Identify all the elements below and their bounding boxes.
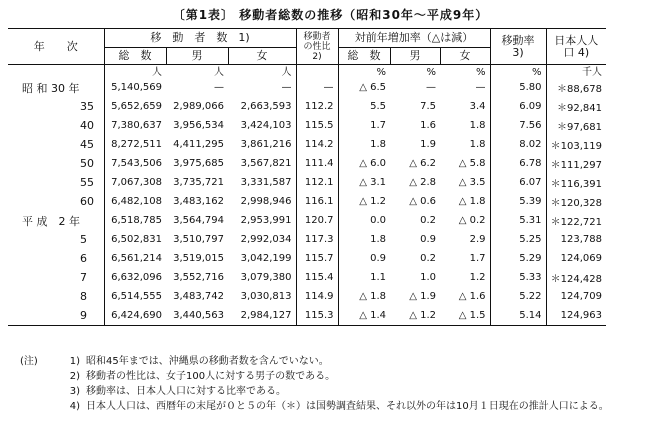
value-cell: 8,272,511 bbox=[104, 135, 166, 154]
header-change-total: 総 数 bbox=[338, 48, 390, 65]
table-row bbox=[8, 306, 606, 326]
year-cell: 8 bbox=[80, 290, 87, 303]
value-cell: 1.2 bbox=[469, 272, 486, 283]
value-cell: 5.31 bbox=[490, 211, 546, 230]
note-text: 移動者の性比は、女子100人に対する男子の数である。 bbox=[86, 371, 336, 382]
header-rate: 移動率 3) bbox=[490, 29, 546, 65]
value-cell: 1.1 bbox=[338, 268, 390, 287]
movers-table bbox=[8, 28, 606, 326]
value-cell: 3,510,797 bbox=[173, 234, 224, 245]
value-cell: △ 1.6 bbox=[458, 291, 486, 302]
value-cell: 3,483,742 bbox=[173, 291, 224, 302]
value-cell: ＊97,681 bbox=[546, 116, 606, 135]
header-movers-female: 女 bbox=[228, 48, 296, 65]
value-cell: 2.9 bbox=[469, 234, 486, 245]
value-cell: ＊88,678 bbox=[546, 78, 606, 97]
year-cell: 9 bbox=[8, 306, 104, 326]
value-cell: 8.02 bbox=[490, 135, 546, 154]
value-cell: 0.9 bbox=[420, 234, 436, 245]
value-cell: 6.07 bbox=[490, 173, 546, 192]
table-row bbox=[8, 268, 606, 287]
note-number: 3) bbox=[69, 386, 80, 397]
unit-cell: % bbox=[475, 67, 486, 78]
header-change-female: 女 bbox=[440, 48, 490, 65]
value-cell: △ 3.1 bbox=[338, 173, 390, 192]
value-cell: 3,331,587 bbox=[240, 177, 292, 188]
table-row bbox=[8, 116, 606, 135]
value-cell: 117.3 bbox=[296, 230, 338, 249]
value-cell: ＊116,391 bbox=[546, 173, 606, 192]
note-text: 日本人人口は、西暦年の末尾が０と５の年（＊）は国勢調査結果、それ以外の年は10月１日現在の推計人口による。 bbox=[86, 401, 609, 412]
header-population: 日本人人口 4) bbox=[546, 29, 606, 65]
year-cell: 55 bbox=[80, 176, 94, 189]
value-cell: 124,963 bbox=[546, 306, 606, 326]
unit-cell: 人 bbox=[281, 67, 292, 78]
note-line bbox=[20, 354, 609, 369]
header-sex-ratio: 移動者の性比 2) bbox=[296, 29, 338, 65]
value-cell: 6,482,108 bbox=[104, 192, 166, 211]
value-cell: 0.2 bbox=[420, 253, 436, 264]
value-cell: 7.56 bbox=[490, 116, 546, 135]
value-cell: 6,518,785 bbox=[104, 211, 166, 230]
note-label bbox=[20, 399, 58, 414]
value-cell: 7,543,506 bbox=[104, 154, 166, 173]
value-cell: ＊120,328 bbox=[546, 192, 606, 211]
value-cell: 6,502,831 bbox=[104, 230, 166, 249]
value-cell: 1.7 bbox=[338, 116, 390, 135]
value-cell: 3.4 bbox=[469, 101, 486, 112]
value-cell: △ 6.0 bbox=[338, 154, 390, 173]
value-cell: △ 1.2 bbox=[338, 192, 390, 211]
value-cell: 116.1 bbox=[296, 192, 338, 211]
value-cell: ＊122,721 bbox=[546, 211, 606, 230]
year-cell: 35 bbox=[80, 100, 94, 113]
value-cell: 3,424,103 bbox=[240, 120, 292, 131]
value-cell: 124,709 bbox=[546, 287, 606, 306]
unit-cell: 千人 bbox=[546, 65, 606, 79]
header-movers: 移 動 者 数 1) bbox=[104, 29, 296, 48]
value-cell: △ 1.5 bbox=[440, 306, 490, 326]
unit-cell: 人 bbox=[214, 67, 224, 78]
note-number: 1) bbox=[69, 356, 80, 367]
value-cell: 115.3 bbox=[296, 306, 338, 326]
year-cell: 5 bbox=[80, 233, 87, 246]
year-cell: 50 bbox=[80, 157, 94, 170]
value-cell: — bbox=[296, 78, 338, 97]
value-cell: 6,424,690 bbox=[104, 306, 166, 326]
value-cell: 2,953,991 bbox=[240, 215, 292, 226]
value-cell: △ 6.5 bbox=[338, 78, 390, 97]
note-text: 昭和45年までは、沖縄県の移動者数を含んでいない。 bbox=[86, 356, 329, 367]
value-cell: ＊103,119 bbox=[546, 135, 606, 154]
value-cell: 5.5 bbox=[338, 97, 390, 116]
header-change: 対前年増加率（△は減） bbox=[338, 29, 490, 48]
value-cell: 1.8 bbox=[469, 120, 486, 131]
value-cell: — bbox=[281, 82, 292, 93]
note-line bbox=[20, 384, 609, 399]
value-cell: 7,380,637 bbox=[104, 116, 166, 135]
note-label bbox=[20, 384, 58, 399]
note-label: (注) bbox=[20, 356, 38, 367]
value-cell: 5.14 bbox=[490, 306, 546, 326]
value-cell: 6,561,214 bbox=[104, 249, 166, 268]
year-cell: 45 bbox=[80, 138, 94, 151]
value-cell: 2,992,034 bbox=[240, 234, 292, 245]
year-cell: 60 bbox=[80, 195, 94, 208]
value-cell: △ 1.8 bbox=[458, 196, 486, 207]
unit-cell bbox=[296, 65, 338, 79]
units-row bbox=[8, 65, 606, 79]
value-cell: 1.8 bbox=[338, 230, 390, 249]
value-cell: 3,440,563 bbox=[166, 306, 228, 326]
value-cell: △ 2.8 bbox=[409, 177, 436, 188]
value-cell: — bbox=[426, 82, 436, 93]
table-row bbox=[8, 192, 606, 211]
value-cell: 120.7 bbox=[296, 211, 338, 230]
value-cell: 123,788 bbox=[546, 230, 606, 249]
value-cell: — bbox=[214, 82, 224, 93]
value-cell: △ 5.8 bbox=[458, 158, 486, 169]
value-cell: 5.22 bbox=[490, 287, 546, 306]
year-cell: 7 bbox=[80, 271, 87, 284]
unit-cell: % bbox=[426, 67, 436, 78]
value-cell: 114.2 bbox=[296, 135, 338, 154]
value-cell: 3,519,015 bbox=[173, 253, 224, 264]
value-cell: 3,079,380 bbox=[240, 272, 292, 283]
value-cell: 2,989,066 bbox=[173, 101, 224, 112]
year-cell: 6 bbox=[80, 252, 87, 265]
value-cell: 6.78 bbox=[490, 154, 546, 173]
header-movers-male: 男 bbox=[166, 48, 228, 65]
value-cell: 1.7 bbox=[469, 253, 486, 264]
note-label bbox=[20, 369, 58, 384]
value-cell: 3,483,162 bbox=[173, 196, 224, 207]
value-cell: 2,984,127 bbox=[228, 306, 296, 326]
value-cell: 0.2 bbox=[420, 215, 436, 226]
table-row bbox=[8, 173, 606, 192]
value-cell: 1.8 bbox=[469, 139, 486, 150]
unit-cell: % bbox=[490, 65, 546, 79]
value-cell: 3,042,199 bbox=[240, 253, 292, 264]
table-row bbox=[8, 97, 606, 116]
value-cell: 1.6 bbox=[420, 120, 436, 131]
value-cell: 5.33 bbox=[490, 268, 546, 287]
value-cell: 2,998,946 bbox=[240, 196, 292, 207]
value-cell: 3,861,216 bbox=[240, 139, 292, 150]
note-text: 移動率は、日本人人口に対する比率である。 bbox=[86, 386, 286, 397]
table-row bbox=[8, 135, 606, 154]
value-cell: △ 0.6 bbox=[409, 196, 436, 207]
unit-cell: % bbox=[338, 65, 390, 79]
value-cell: 5.39 bbox=[490, 192, 546, 211]
table-row bbox=[8, 230, 606, 249]
value-cell: △ 1.9 bbox=[409, 291, 436, 302]
table-row bbox=[8, 211, 606, 230]
value-cell: 5.25 bbox=[490, 230, 546, 249]
value-cell: 124,069 bbox=[546, 249, 606, 268]
value-cell: 4,411,295 bbox=[173, 139, 224, 150]
header-movers-total: 総 数 bbox=[104, 48, 166, 65]
value-cell: 0.9 bbox=[338, 249, 390, 268]
value-cell: ＊92,841 bbox=[546, 97, 606, 116]
value-cell: 115.5 bbox=[296, 116, 338, 135]
value-cell: 112.1 bbox=[296, 173, 338, 192]
value-cell: 5.29 bbox=[490, 249, 546, 268]
value-cell: 112.2 bbox=[296, 97, 338, 116]
value-cell: △ 1.8 bbox=[338, 287, 390, 306]
year-cell: 40 bbox=[80, 119, 94, 132]
table-row bbox=[8, 249, 606, 268]
value-cell: 5,652,659 bbox=[104, 97, 166, 116]
value-cell: ＊111,297 bbox=[546, 154, 606, 173]
value-cell: 3,564,794 bbox=[173, 215, 224, 226]
value-cell: △ 1.4 bbox=[338, 306, 390, 326]
value-cell: 5,140,569 bbox=[104, 78, 166, 97]
value-cell: 3,552,716 bbox=[173, 272, 224, 283]
year-cell: 昭 和 30 年 bbox=[22, 81, 80, 95]
value-cell: ＊124,428 bbox=[546, 268, 606, 287]
year-cell: 平 成 2 年 bbox=[22, 214, 80, 228]
value-cell: 3,567,821 bbox=[240, 158, 292, 169]
value-cell: 6,514,555 bbox=[104, 287, 166, 306]
value-cell: 1.0 bbox=[420, 272, 436, 283]
value-cell: 114.9 bbox=[296, 287, 338, 306]
value-cell: 1.9 bbox=[420, 139, 436, 150]
value-cell: 3,956,534 bbox=[173, 120, 224, 131]
value-cell: 111.4 bbox=[296, 154, 338, 173]
value-cell: 1.8 bbox=[338, 135, 390, 154]
table-row bbox=[8, 78, 606, 97]
value-cell: △ 6.2 bbox=[409, 158, 436, 169]
note-line bbox=[20, 399, 609, 414]
value-cell: — bbox=[475, 82, 486, 93]
value-cell: 5.80 bbox=[490, 78, 546, 97]
table-row bbox=[8, 287, 606, 306]
value-cell: 6.09 bbox=[490, 97, 546, 116]
note-line bbox=[20, 369, 609, 384]
value-cell: 115.7 bbox=[296, 249, 338, 268]
header-year: 年 次 bbox=[8, 29, 104, 65]
value-cell: 3,030,813 bbox=[240, 291, 292, 302]
value-cell: △ 3.5 bbox=[458, 177, 486, 188]
value-cell: 3,975,685 bbox=[173, 158, 224, 169]
table-title: 〔第1表〕 移動者総数の推移（昭和30年〜平成9年） bbox=[172, 8, 489, 22]
unit-cell: 人 bbox=[104, 65, 166, 79]
value-cell: △ 1.2 bbox=[390, 306, 440, 326]
header-change-male: 男 bbox=[390, 48, 440, 65]
value-cell: 6,632,096 bbox=[104, 268, 166, 287]
note-number: 4) bbox=[69, 401, 80, 412]
value-cell: 2,663,593 bbox=[240, 101, 292, 112]
value-cell: 7.5 bbox=[420, 101, 436, 112]
note-number: 2) bbox=[69, 371, 80, 382]
value-cell: 7,067,308 bbox=[104, 173, 166, 192]
value-cell: 0.0 bbox=[338, 211, 390, 230]
value-cell: △ 0.2 bbox=[458, 215, 486, 226]
notes-section bbox=[20, 354, 609, 414]
value-cell: 3,735,721 bbox=[173, 177, 224, 188]
value-cell: 115.4 bbox=[296, 268, 338, 287]
table-row bbox=[8, 154, 606, 173]
